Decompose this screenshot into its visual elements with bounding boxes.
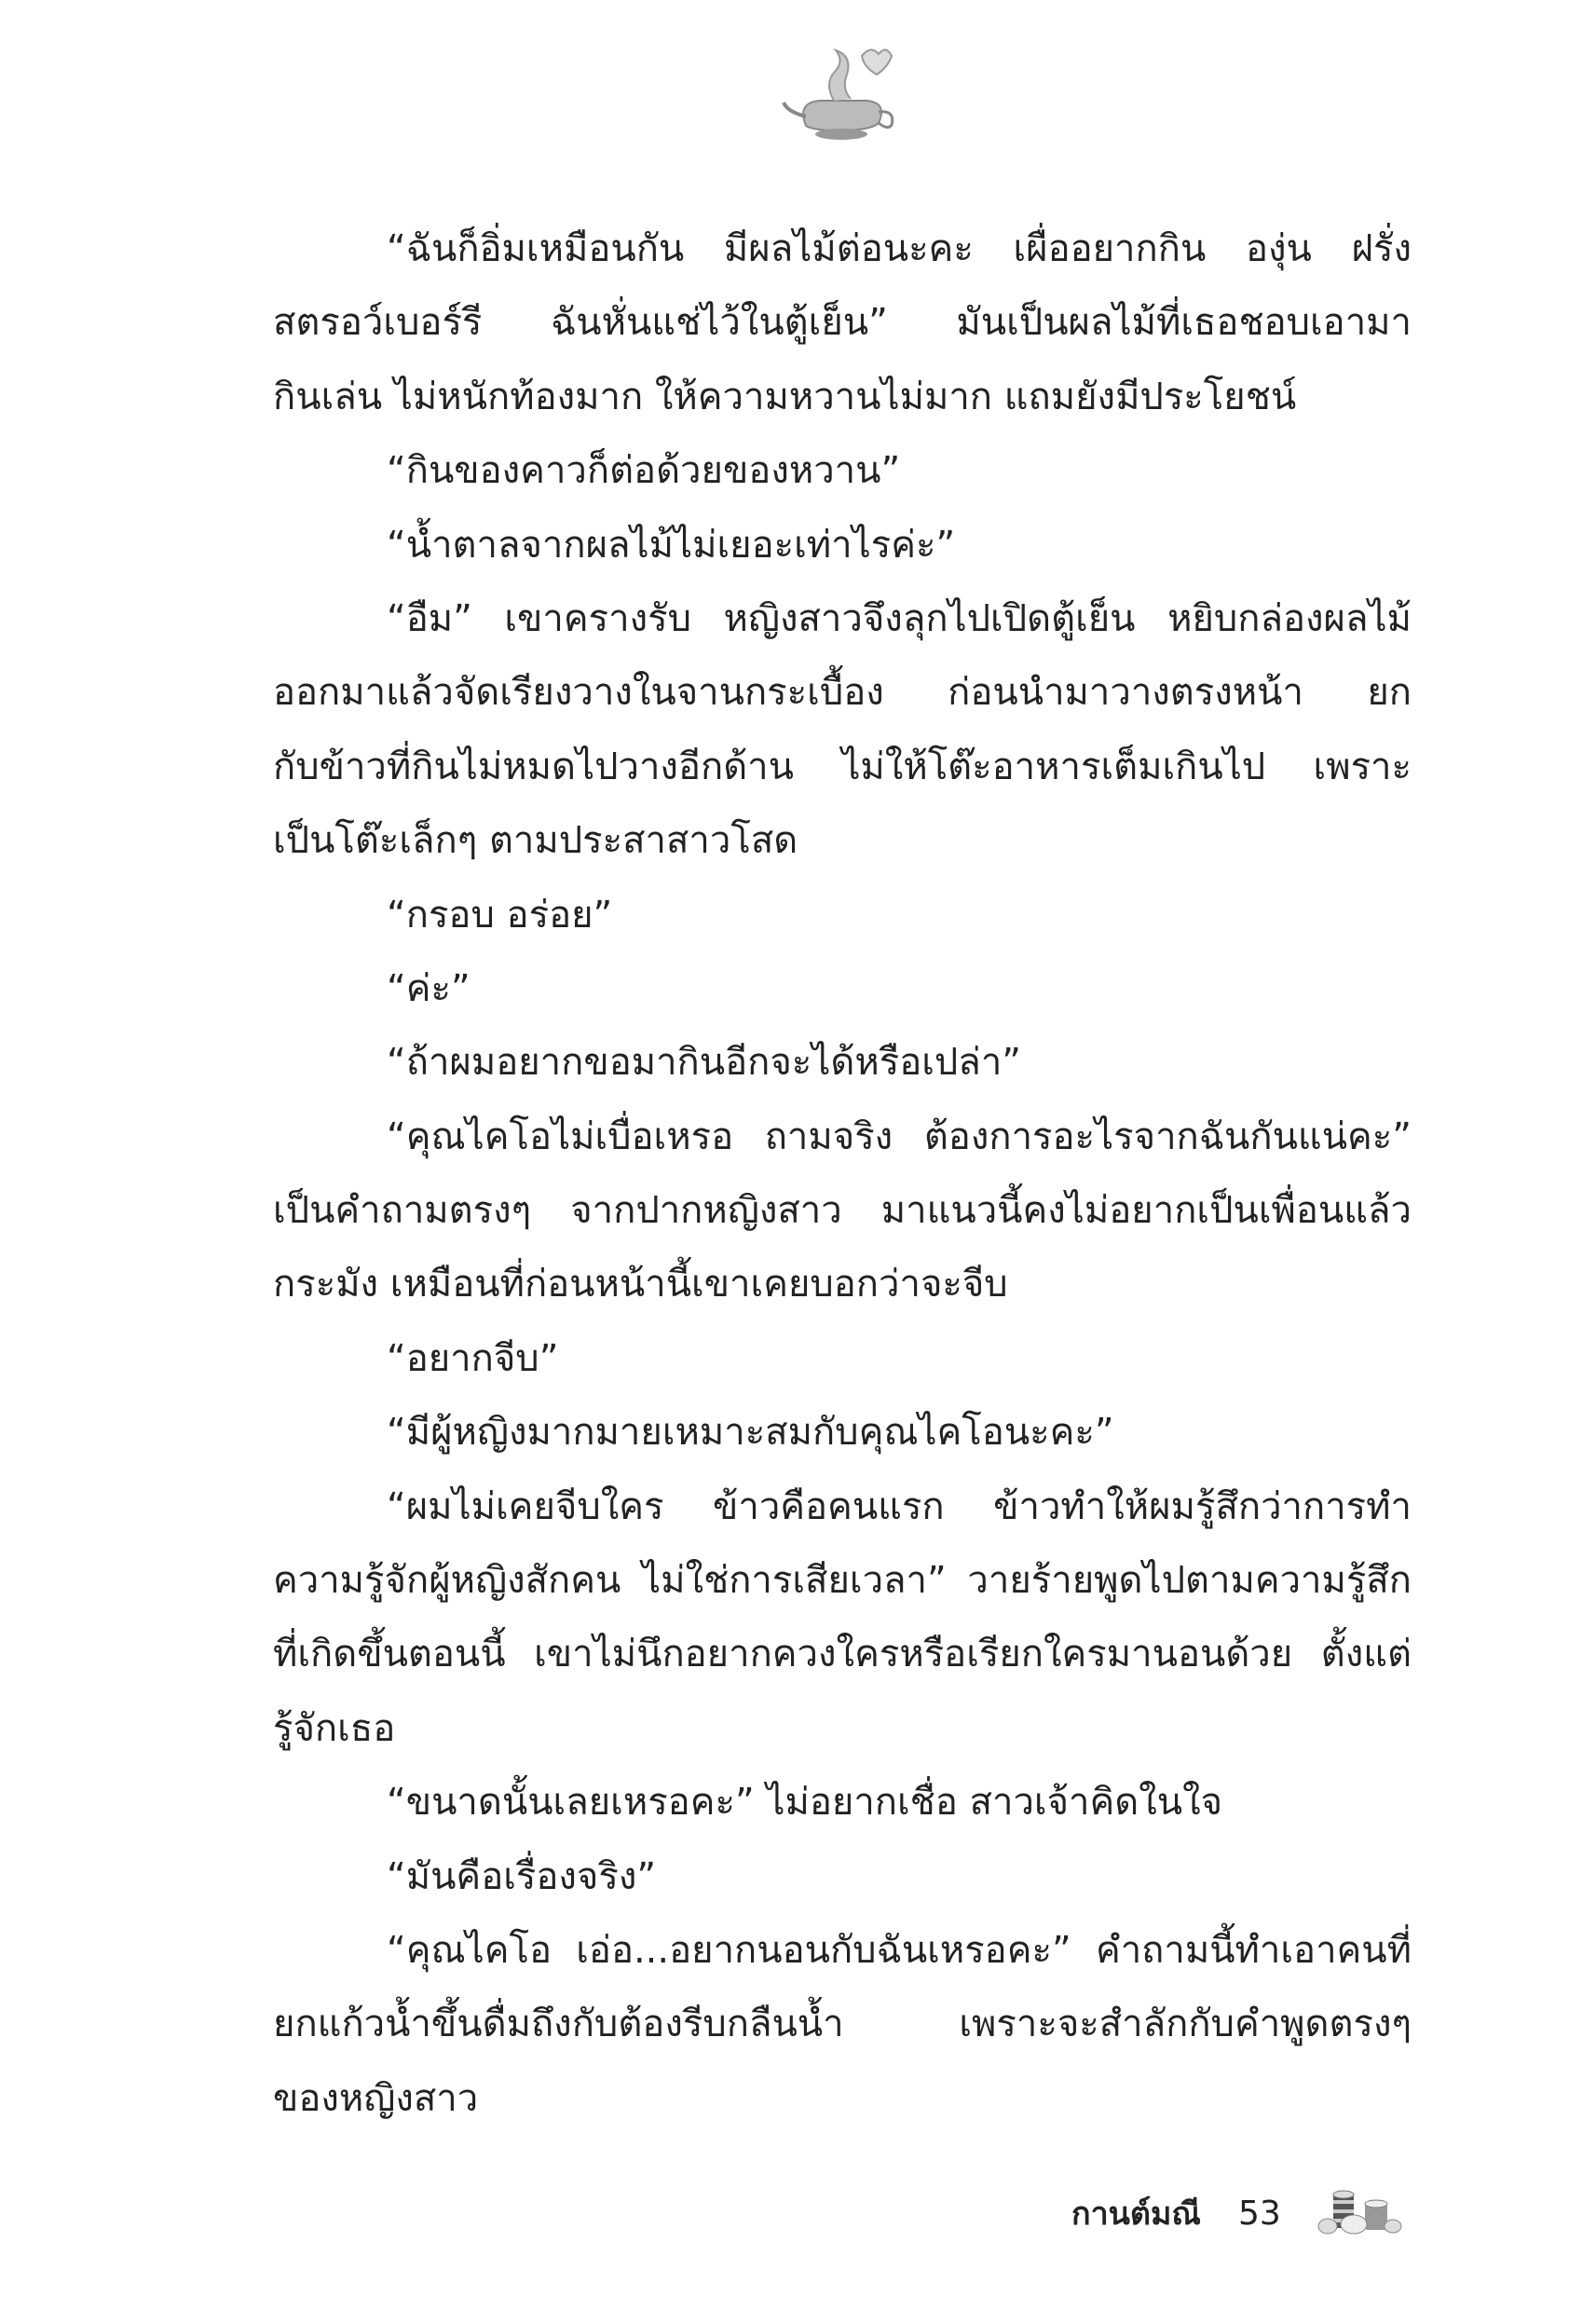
text-line: “มันคือเรื่องจริง” — [387, 1854, 657, 1898]
paragraph — [273, 212, 1412, 434]
page-footer — [1071, 2185, 1402, 2241]
text-line: “ถ้าผมอยากขอมากินอีกจะได้หรือเปล่า” — [387, 1041, 1021, 1085]
paragraph — [273, 1840, 1412, 1914]
text-line: “คุณไคโอ เอ่อ...อยากนอนกับฉันเหรอคะ” คำถามนี้ทำเอาคนที่ — [387, 1928, 1412, 1972]
text-line: เป็นคำถามตรงๆ จากปากหญิงสาว มาแนวนี้คงไม่อยากเป็นเพื่อนแล้ว — [273, 1189, 1412, 1233]
text-line: “คุณไคโอไม่เบื่อเหรอ ถามจริง ต้องการอะไรจากฉันกันแน่คะ” — [387, 1114, 1412, 1158]
text-line: กินเล่น ไม่หนักท้องมาก ให้ความหวานไม่มาก แถมยังมีประโยชน์ — [273, 375, 1297, 418]
text-line: “มีผู้หญิงมากมายเหมาะสมกับคุณไคโอนะคะ” — [387, 1411, 1114, 1455]
paragraph — [273, 1914, 1412, 2136]
page-number: 53 — [1237, 2194, 1281, 2233]
body-text — [273, 212, 1412, 2136]
text-line: “ค่ะ” — [387, 966, 471, 1010]
paragraph — [273, 1396, 1412, 1470]
text-line: ที่เกิดขึ้นตอนนี้ เขาไม่นึกอยากควงใครหรือเรียกใครมานอนด้วย ตั้งแต่ — [273, 1633, 1412, 1676]
text-line: ออกมาแล้วจัดเรียงวางในจานกระเบื้อง ก่อนนำมาวางตรงหน้า ยก — [273, 671, 1412, 715]
text-line: กับข้าวที่กินไม่หมดไปวางอีกด้าน ไม่ให้โต๊ะอาหารเต็มเกินไป เพราะ — [273, 745, 1412, 788]
paragraph — [273, 1766, 1412, 1839]
paragraph — [273, 582, 1412, 879]
paragraph — [273, 434, 1412, 508]
text-line: “ฉันก็อิ่มเหมือนกัน มีผลไม้ต่อนะคะ เผื่ออยากกิน องุ่น ฝรั่ง — [387, 227, 1412, 270]
text-line: ของหญิงสาว — [273, 2076, 479, 2120]
text-line: ความรู้จักผู้หญิงสักคน ไม่ใช่การเสียเวลา” วายร้ายพูดไปตามความรู้สึก — [273, 1559, 1412, 1603]
book-title: กานต์มณี — [1071, 2195, 1201, 2233]
text-line: “ผมไม่เคยจีบใคร ข้าวคือคนแรก ข้าวทำให้ผมรู้สึกว่าการทำ — [387, 1484, 1412, 1528]
text-line: สตรอว์เบอร์รี ฉันหั่นแช่ไว้ในตู้เย็น” มันเป็นผลไม้ที่เธอชอบเอามา — [273, 301, 1412, 345]
text-line: “ขนาดนั้นเลยเหรอคะ” ไม่อยากเชื่อ สาวเจ้าคิดในใจ — [387, 1781, 1223, 1825]
magic-lamp-icon — [778, 37, 899, 149]
text-line: “กินของคาวก็ต่อด้วยของหวาน” — [387, 449, 901, 493]
text-line: รู้จักเธอ — [273, 1706, 396, 1750]
coins-icon — [1316, 2189, 1402, 2237]
paragraph — [273, 1101, 1412, 1322]
paragraph — [273, 1322, 1412, 1396]
paragraph — [273, 879, 1412, 952]
text-line: “น้ำตาลจากผลไม้ไม่เยอะเท่าไรค่ะ” — [387, 523, 956, 567]
text-line: ยกแก้วน้ำขึ้นดื่มถึงกับต้องรีบกลืนน้ำ เพราะจะสำลักกับคำพูดตรงๆ — [273, 2003, 1412, 2046]
text-line: “อยากจีบ” — [387, 1336, 559, 1380]
text-line: “อืม” เขาครางรับ หญิงสาวจึงลุกไปเปิดตู้เย็น หยิบกล่องผลไม้ — [387, 596, 1412, 640]
paragraph — [273, 1026, 1412, 1100]
paragraph — [273, 1470, 1412, 1767]
text-line: เป็นโต๊ะเล็กๆ ตามประสาสาวโสด — [273, 819, 798, 863]
paragraph — [273, 952, 1412, 1026]
text-line: “กรอบ อร่อย” — [387, 893, 613, 937]
text-line: กระมัง เหมือนที่ก่อนหน้านี้เขาเคยบอกว่าจะจีบ — [273, 1263, 1008, 1306]
paragraph — [273, 509, 1412, 582]
